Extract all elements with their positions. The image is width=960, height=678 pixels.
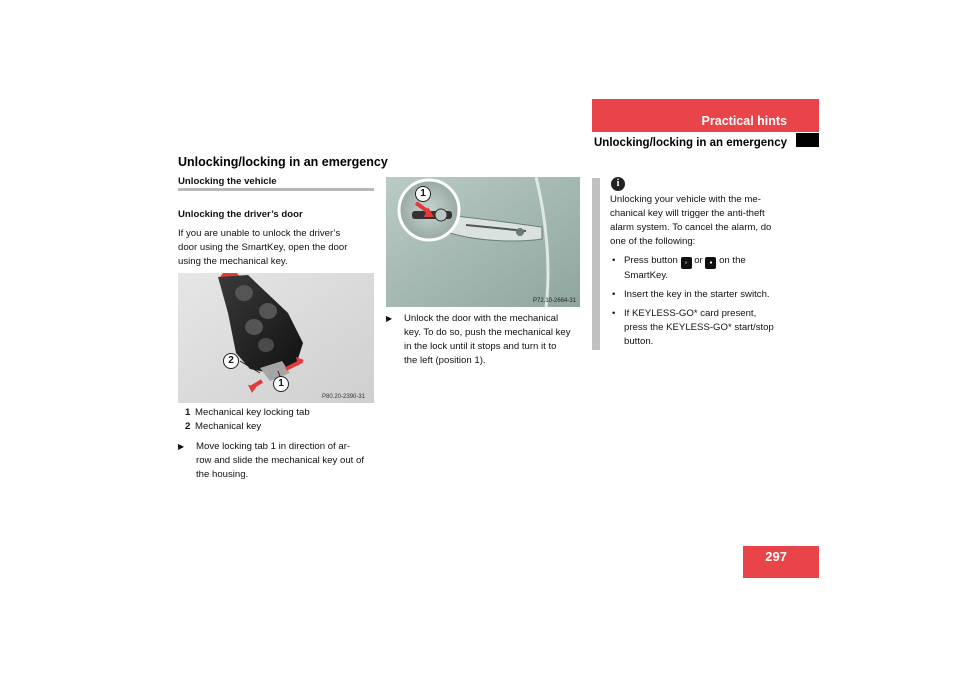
note-bullet: • Press button ◦ or ▪ on the <box>610 254 810 269</box>
note-line: button. <box>624 336 654 347</box>
intro-line: door using the SmartKey, open the door <box>178 242 348 253</box>
left-body <box>178 208 378 269</box>
figure-code: P72.10-2664-31 <box>533 298 577 304</box>
figure-captions <box>185 406 381 434</box>
section-heading: Unlocking the vehicle <box>178 176 277 187</box>
subheading: Unlocking the driver’s door <box>178 209 303 220</box>
step-line: key. To do so, push the mechanical key <box>404 327 571 338</box>
intro-line: using the mechanical key. <box>178 256 288 267</box>
middle-step <box>386 312 586 368</box>
figure-code: P80.20-2390-31 <box>322 394 366 400</box>
step-line: ▶ Unlock the door with the mechanical <box>386 312 586 326</box>
lock-button-icon: ▪ <box>705 257 716 269</box>
page-number: 297 <box>765 549 787 564</box>
callout-2-badge: 2 <box>223 353 239 369</box>
step-line: ▶ Move locking tab 1 in direction of ar- <box>178 440 378 454</box>
note-body <box>610 193 810 349</box>
step-line: the left (position 1). <box>404 355 486 366</box>
note-bar <box>592 178 600 350</box>
unlock-button-icon: ◦ <box>681 257 692 269</box>
note-bullet: • If KEYLESS-GO* card present, <box>610 307 810 321</box>
step-line: the housing. <box>196 469 249 480</box>
note-line: one of the following: <box>610 236 696 247</box>
note-line: alarm system. To cancel the alarm, do <box>610 222 772 233</box>
caption-item: 2 Mechanical key <box>185 421 262 432</box>
note-line: press the KEYLESS-GO* start/stop <box>624 322 774 333</box>
caption-item: 1 Mechanical key locking tab <box>185 407 310 418</box>
page-title: Unlocking/locking in an emergency <box>178 155 388 169</box>
callout-1-badge: 1 <box>415 186 431 202</box>
heading-rule <box>178 188 374 191</box>
info-icon: i <box>611 177 625 191</box>
note-line: chanical key will trigger the anti-theft <box>610 208 765 219</box>
callout-1-badge: 1 <box>273 376 289 392</box>
step-line: in the lock until it stops and turn it to <box>404 341 557 352</box>
header-subsection-title: Unlocking/locking in an emergency <box>594 137 787 149</box>
note-bullet: • Insert the key in the starter switch. <box>610 288 810 302</box>
intro-line: If you are unable to unlock the driver’s <box>178 228 341 239</box>
header-section-title: Practical hints <box>701 114 787 128</box>
note-line: Unlocking your vehicle with the me- <box>610 194 761 205</box>
header-marker <box>796 133 819 147</box>
left-step <box>178 440 378 482</box>
note-line: SmartKey. <box>624 270 669 281</box>
step-line: row and slide the mechanical key out of <box>196 455 364 466</box>
left-column <box>178 175 374 189</box>
